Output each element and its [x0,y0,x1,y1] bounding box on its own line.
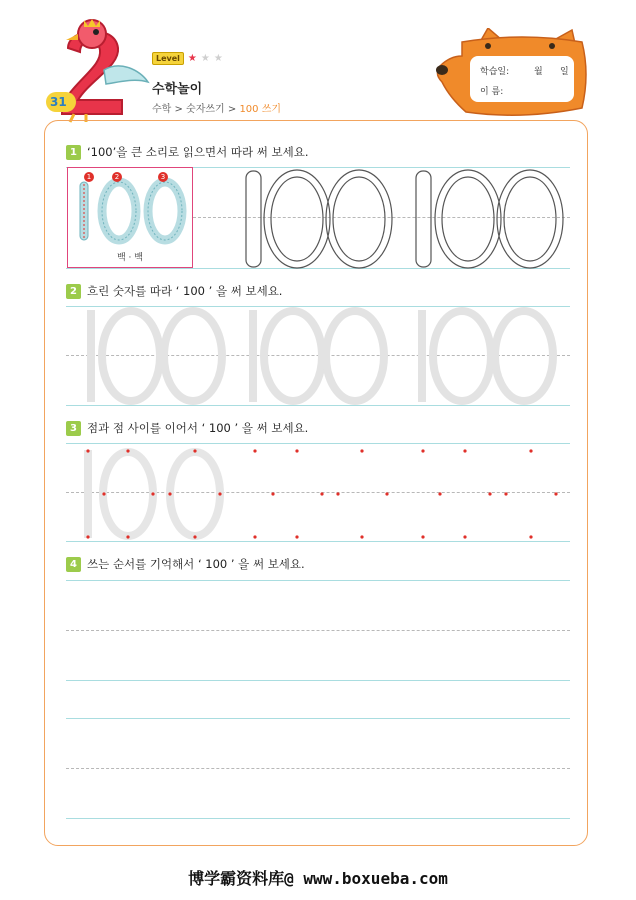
level-badge: Level [152,52,184,65]
question-number-badge: 1 [66,145,81,160]
star-filled-icon: ★ [187,52,197,64]
example-reading: 백 · 백 [117,253,143,263]
page-number: 31 [50,95,67,109]
writing-line-bottom [66,818,570,819]
day-label: 일 [560,67,569,77]
writing-line-top [66,718,570,719]
name-label: 이 름: [480,87,504,97]
month-label: 월 [534,67,543,77]
page-title: 수학놀이 [152,82,203,97]
question-number-badge: 4 [66,557,81,572]
stroke-step-1: 1 [84,172,94,182]
breadcrumb-current: 100 쓰기 [239,104,282,115]
study-date-label: 학습일: [480,67,510,77]
question-text: 흐린 숫자를 따라 ‘ 100 ’ 을 써 보세요. [87,284,283,298]
question-number-badge: 3 [66,421,81,436]
writing-line-top [66,580,570,581]
question-number-badge: 2 [66,284,81,299]
writing-line-bottom [66,680,570,681]
writing-line-middle [66,630,570,631]
writing-line-middle [66,768,570,769]
question-text: 점과 점 사이를 이어서 ‘ 100 ’ 을 써 보세요. [87,421,309,435]
stroke-step-3: 3 [158,172,168,182]
question-text: ‘100’을 큰 소리로 읽으면서 따라 써 보세요. [87,145,309,159]
breadcrumb-path: 수학 > 숫자쓰기 > [152,104,240,115]
stroke-step-2: 2 [112,172,122,182]
question-text: 쓰는 순서를 기억해서 ‘ 100 ’ 을 써 보세요. [87,557,305,571]
star-empty-icon: ★ [213,52,223,64]
star-empty-icon: ★ [200,52,210,64]
footer-watermark: 博学霸资料库@ www.boxueba.com [188,869,448,888]
